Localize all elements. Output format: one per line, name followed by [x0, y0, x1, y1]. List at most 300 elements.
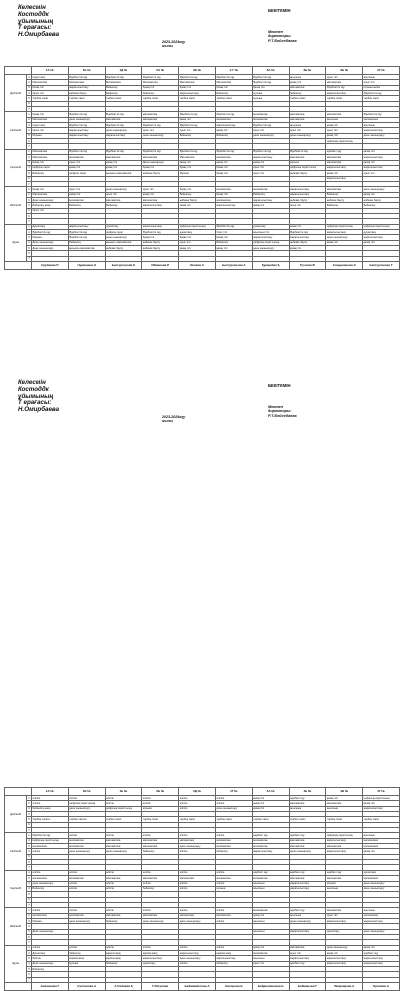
lesson-cell: әліппе	[179, 833, 216, 838]
lesson-cell: цифрлық сауаттылық	[68, 801, 105, 806]
lesson-cell: Математика	[179, 80, 216, 85]
class-header: 3А №	[252, 67, 289, 75]
class-header: 1Б №	[68, 67, 105, 75]
lesson-cell: Бейнелеу	[32, 171, 69, 176]
lesson-cell: дене шынықтыру	[326, 235, 363, 240]
lesson-cell: математика	[179, 876, 216, 881]
lesson-cell: жаратылыстану	[326, 91, 363, 96]
lesson-cell: математика	[326, 155, 363, 160]
lesson-cell: Қазақ тілі	[32, 85, 69, 90]
lesson-cell: Бейнелеу	[105, 91, 142, 96]
lesson-cell: Орыс тілі	[32, 208, 69, 213]
class-header: 3Б №	[326, 67, 363, 75]
lesson-cell: математика	[142, 112, 179, 117]
lesson-cell: математика	[252, 876, 289, 881]
day-label: Бейсенбі	[5, 187, 27, 224]
lesson-number: 7	[28, 145, 30, 149]
lesson-number: 7	[28, 903, 30, 907]
lesson-cell: өнбекке баулу	[289, 171, 326, 176]
lesson-number: 2	[28, 118, 30, 122]
lesson-cell: тәрбие сағат	[363, 96, 400, 101]
lesson-cell: жаратылыстану	[326, 956, 363, 961]
lesson-cell: дене шынықтыру	[326, 945, 363, 950]
lesson-cell: әліппе	[105, 886, 142, 891]
lesson-cell: дене шынықтыру	[363, 187, 400, 192]
lesson-number: 2	[28, 876, 30, 880]
lesson-cell: орыс тілі	[363, 171, 400, 176]
lesson-cell: математика	[68, 913, 105, 918]
lesson-number: 4	[28, 166, 30, 170]
lesson-cell: математика	[179, 838, 216, 843]
lesson-cell: дүниетану	[142, 961, 179, 966]
lesson-cell: бейнелеу	[142, 849, 179, 854]
lesson-cell: дене шынықтыру	[68, 849, 105, 854]
lesson-cell: қазақ тілі	[252, 796, 289, 801]
school-name: Келесмін Костоддк ұйымының Т ерағасы: Н.Омирбаева	[18, 379, 60, 414]
lesson-cell: әліппе	[215, 945, 252, 950]
lesson-number: 1	[28, 225, 30, 229]
lesson-number: 4	[28, 129, 30, 133]
lesson-cell: көркем жазу	[105, 956, 142, 961]
class-header: 1Г №	[215, 788, 252, 796]
class-header: 1Б №	[105, 788, 142, 796]
lesson-cell: математика	[215, 838, 252, 843]
lesson-cell: Қазақ тілі	[142, 165, 179, 170]
lesson-cell: орыс тілі	[326, 75, 363, 80]
lesson-number: 4	[28, 812, 30, 816]
lesson-cell: Әліппе	[32, 956, 69, 961]
lesson-cell: математика	[326, 112, 363, 117]
lesson-cell: Әдебиеттік оқу	[179, 149, 216, 154]
lesson-cell: әліппе	[179, 806, 216, 811]
lesson-cell: Қазақ тілі	[32, 160, 69, 165]
lesson-cell: ағылшын	[289, 75, 326, 80]
lesson-cell: ағылшын	[252, 956, 289, 961]
lesson-cell: қазақ тілі	[363, 945, 400, 950]
lesson-cell: Әдебиеттік оқу	[179, 123, 216, 128]
lesson-number: 3	[28, 123, 30, 127]
page-header	[0, 375, 403, 433]
lesson-cell: Дене шынықтыру	[32, 240, 69, 245]
lesson-cell: Бейнелеу	[215, 133, 252, 138]
lesson-cell: Әдебиеттік оқу	[363, 91, 400, 96]
lesson-cell: Математика	[68, 80, 105, 85]
lesson-cell: әліппе	[179, 908, 216, 913]
lesson-cell: өнбекке баулу	[105, 246, 142, 251]
timetable	[4, 787, 400, 991]
lesson-number: 1	[28, 946, 30, 950]
lesson-cell: дүниетану	[326, 929, 363, 934]
lesson-number: 4	[28, 887, 30, 891]
lesson-cell: Математика	[32, 149, 69, 154]
lesson-cell: дене шынықтыру	[215, 806, 252, 811]
lesson-cell: орыс тілі	[252, 128, 289, 133]
lesson-number: 4	[28, 850, 30, 854]
lesson-number: 5	[28, 209, 30, 213]
lesson-number: 2	[28, 951, 30, 955]
lesson-number: 4	[28, 924, 30, 928]
lesson-cell: дене шынықтыру	[68, 918, 105, 923]
lesson-cell: орыс тілі	[68, 160, 105, 165]
lesson-cell: математика	[215, 197, 252, 202]
lesson-cell: Дене шынықтыру	[142, 160, 179, 165]
lesson-cell: орыс тілі	[179, 240, 216, 245]
lesson-cell: әліппе	[68, 870, 105, 875]
lesson-cell: жаратылыстану	[142, 203, 179, 208]
lesson-cell: математика	[142, 876, 179, 881]
lesson-cell: Әдебиеттік оқу	[252, 80, 289, 85]
lesson-cell: әліппе	[179, 849, 216, 854]
lesson-cell: өнбекке баулу	[289, 240, 326, 245]
lesson-cell: математика	[142, 913, 179, 918]
teacher-name: Г.Юсупова	[142, 983, 179, 991]
lesson-cell: Қазақ тілі	[179, 85, 216, 90]
lesson-cell: әліппе	[142, 908, 179, 913]
lesson-cell: математика	[142, 838, 179, 843]
lesson-cell: қызықты математика	[68, 246, 105, 251]
lesson-cell: математика	[363, 838, 400, 843]
academic-year: 2023-2024оқу жылы	[162, 40, 186, 48]
lesson-cell: математика	[215, 155, 252, 160]
lesson-cell: қазақ тілі	[179, 203, 216, 208]
timetable	[4, 66, 400, 270]
lesson-number: 3	[28, 807, 30, 811]
lesson-cell: Қазақ тілі	[142, 235, 179, 240]
lesson-cell: әліппе	[215, 796, 252, 801]
lesson-cell: Дүниетану	[32, 224, 69, 229]
lesson-cell: дене шынықтыру	[32, 881, 69, 886]
lesson-number: 3	[28, 86, 30, 90]
lesson-cell: математика	[215, 117, 252, 122]
teacher-name: Өмірзақова А	[326, 983, 363, 991]
lesson-cell: музыка	[326, 881, 363, 886]
lesson-cell: жаратылыстану	[142, 224, 179, 229]
lesson-cell: әліппе	[179, 886, 216, 891]
lesson-cell: ағылшын	[363, 908, 400, 913]
lesson-cell: математика	[32, 913, 69, 918]
lesson-number: 7	[28, 182, 30, 186]
class-header: 2Д №	[179, 788, 216, 796]
lesson-cell: Музыка	[179, 171, 216, 176]
lesson-cell: Дүниетану	[32, 950, 69, 955]
teacher-name: Бектургенова А	[215, 262, 252, 270]
lesson-cell: математика	[252, 187, 289, 192]
lesson-cell: бейнелеу	[142, 91, 179, 96]
lesson-cell: математика	[68, 876, 105, 881]
lesson-cell: орыс тілі	[326, 128, 363, 133]
lesson-number: 4	[28, 962, 30, 966]
lesson-cell: бейнелеу	[68, 950, 105, 955]
lesson-cell: әліппе	[105, 908, 142, 913]
lesson-number: 6	[28, 898, 30, 902]
lesson-cell: өнбекке баулу	[289, 197, 326, 202]
lesson-cell: қазақ тілі	[252, 801, 289, 806]
teacher-name: Құмашбек Қ	[252, 262, 289, 270]
lesson-cell: әдебиет оқу	[252, 870, 289, 875]
lesson-cell: математика	[289, 838, 326, 843]
teacher-row	[5, 983, 400, 991]
lesson-cell: дене шынықтыру	[289, 918, 326, 923]
lesson-cell: математика	[142, 117, 179, 122]
lesson-cell: дене шынықтыру	[142, 133, 179, 138]
teacher-row-corner	[5, 983, 32, 991]
lesson-cell: жаратылыстану	[363, 155, 400, 160]
lesson-cell: дене шынықтыру	[363, 929, 400, 934]
lesson-cell: математика	[105, 844, 142, 849]
teacher-name: Бектурганова Н	[105, 262, 142, 270]
lesson-cell: әліппе	[32, 849, 69, 854]
lesson-cell: математика	[326, 844, 363, 849]
lesson-cell: әдебиет оқу	[289, 833, 326, 838]
lesson-cell: математика	[105, 155, 142, 160]
lesson-cell: әдебиет оқу	[289, 961, 326, 966]
lesson-cell: Әдебиеттік оқу	[105, 123, 142, 128]
teacher-name: Насирова Б	[215, 983, 252, 991]
lesson-cell: орыс тілі	[105, 192, 142, 197]
lesson-number: 1	[28, 834, 30, 838]
lesson-cell: әліппе	[68, 881, 105, 886]
lesson-cell: математика	[105, 117, 142, 122]
lesson-cell: бейнелеу	[105, 918, 142, 923]
lesson-cell: Музыка	[32, 918, 69, 923]
lesson-number: 3	[28, 882, 30, 886]
lesson-cell: өнбекке баулу	[68, 91, 105, 96]
lesson-cell: математика	[252, 838, 289, 843]
lesson-number: 3	[28, 198, 30, 202]
lesson-cell: математика	[68, 197, 105, 202]
lesson-cell: математика	[32, 876, 69, 881]
lesson-cell: ағылшын	[326, 806, 363, 811]
lesson-cell: цифрлы сауат	[105, 229, 142, 234]
lesson-cell: дүниетану	[252, 224, 289, 229]
lesson-cell: әдебиет оқу	[252, 833, 289, 838]
day-label: Дүйсенбі	[5, 796, 27, 833]
lesson-cell: әліппе	[215, 833, 252, 838]
lesson-number: 1	[28, 113, 30, 117]
lesson-cell: әліппе	[32, 870, 69, 875]
lesson-cell: Тәрбие сағаты	[32, 817, 69, 822]
class-header: 2А №	[142, 67, 179, 75]
class-header: 4А №	[252, 788, 289, 796]
lesson-cell: әліппе	[68, 833, 105, 838]
lesson-cell: цифрлық сауаттылық	[326, 833, 363, 838]
lesson-cell: Тәрбие сағат	[32, 96, 69, 101]
lesson-cell: музыка	[252, 96, 289, 101]
lesson-cell: қазақ тілі	[363, 801, 400, 806]
day-label: Сейсенбі	[5, 833, 27, 870]
lesson-cell: ағылшын	[252, 881, 289, 886]
class-header: 4В №	[326, 788, 363, 796]
lesson-cell: әліппе	[105, 945, 142, 950]
approval-stamp: БЕКІТЕМІН	[268, 383, 291, 388]
class-header: 2Б №	[142, 788, 179, 796]
lesson-cell: әдебиет оқу	[363, 950, 400, 955]
lesson-cell: қазақ тілі	[142, 192, 179, 197]
lesson-cell: Сәүс тілі	[215, 229, 252, 234]
lesson-cell: Бейнелеу	[215, 240, 252, 245]
lesson-cell: қазақ тілі	[363, 149, 400, 154]
lesson-cell: Қазақ тілі	[179, 165, 216, 170]
lesson-cell: қазақ тілі	[179, 160, 216, 165]
lesson-cell: математика	[252, 112, 289, 117]
lesson-cell: математика	[32, 844, 69, 849]
lesson-cell: Музыка	[32, 235, 69, 240]
lesson-cell: ағылшын	[326, 117, 363, 122]
lesson-cell: Математика	[32, 117, 69, 122]
lesson-cell: Әдебиеттік оқу	[215, 224, 252, 229]
lesson-number: 6	[28, 214, 30, 218]
teacher-name: Бектурганова Т	[363, 262, 400, 270]
lesson-number: 6	[28, 935, 30, 939]
lesson-number: 5	[28, 818, 30, 821]
teacher-name: Султанова А	[68, 983, 105, 991]
lesson-cell: Әдебиеттік оқу	[215, 149, 252, 154]
lesson-cell: Бейнелеу	[68, 203, 105, 208]
lesson-cell: бейнелеу	[215, 961, 252, 966]
lesson-cell: өнбекке баулу	[179, 197, 216, 202]
lesson-cell: дүниетану	[363, 870, 400, 875]
day-label: Жұма	[5, 945, 27, 982]
lesson-cell: Қазақ тілі	[32, 112, 69, 117]
lesson-cell: әліппе	[32, 945, 69, 950]
lesson-cell: орыс тілі	[68, 187, 105, 192]
lesson-cell: әліппе	[142, 833, 179, 838]
lesson-cell: математика	[252, 908, 289, 913]
lesson-cell: математика	[215, 187, 252, 192]
lesson-cell: жаратылыстану	[326, 165, 363, 170]
lesson-cell: жаратылыстану	[363, 918, 400, 923]
lesson-number: 6	[28, 139, 30, 143]
class-header: 4Б №	[289, 788, 326, 796]
lesson-cell: бейнелеу	[105, 961, 142, 966]
lesson-cell: Әдебиеттік оқу	[142, 229, 179, 234]
academic-year: 2023-2024оқу жылы	[162, 415, 186, 423]
lesson-cell: қазақ тілі	[215, 246, 252, 251]
lesson-number: 4	[28, 203, 30, 207]
lesson-cell: жаратылыстану	[326, 176, 363, 181]
lesson-cell: Қазақ тілі	[179, 235, 216, 240]
lesson-number: 7	[28, 828, 30, 832]
lesson-cell: дене шынықтыру	[105, 235, 142, 240]
lesson-cell: жаратылыстану	[105, 133, 142, 138]
lesson-cell: жаратылыстану	[252, 155, 289, 160]
class-header: 2 Г №	[215, 67, 252, 75]
lesson-cell: көркем жазу	[142, 950, 179, 955]
lesson-cell: ағылшын	[363, 833, 400, 838]
lesson-cell: Әдебиеттік оқу	[142, 75, 179, 80]
lesson-cell: әліппе	[142, 945, 179, 950]
lesson-cell: Әдебиеттік оқу	[32, 229, 69, 234]
lesson-number: 6	[28, 860, 30, 864]
lesson-cell: ағылшын тілі	[252, 229, 289, 234]
class-header: 1А №	[32, 67, 69, 75]
day-label: Сәрсенбі	[5, 870, 27, 907]
lesson-cell: математика	[215, 844, 252, 849]
lesson-cell: ағылшын	[326, 886, 363, 891]
lesson-cell: орыс тілі	[252, 165, 289, 170]
lesson-cell: Дене шынықтыру	[32, 246, 69, 251]
lesson-cell: қазақ тілі	[215, 160, 252, 165]
lesson-cell: Бейнелеу өнер	[32, 203, 69, 208]
lesson-cell: жаратылыстану	[363, 128, 400, 133]
lesson-cell: жаратылыстану	[289, 956, 326, 961]
lesson-number: 1	[28, 187, 30, 191]
lesson-cell: цифрлы сауат	[68, 171, 105, 176]
lesson-cell: тәрбие сағат	[179, 96, 216, 101]
lesson-cell: математика	[215, 913, 252, 918]
lesson-cell: дене шынықтыру	[142, 918, 179, 923]
lesson-number: 7	[28, 257, 30, 261]
lesson-cell: Бейнелеу	[363, 203, 400, 208]
lesson-cell: дене шынықтыру	[179, 844, 216, 849]
lesson-cell: Математика	[179, 155, 216, 160]
lesson-cell: математика	[68, 844, 105, 849]
lesson-cell: математика	[105, 197, 142, 202]
lesson-number: 2	[28, 80, 30, 84]
lesson-cell: математика	[105, 876, 142, 881]
lesson-cell: тәрбие сағаты	[68, 817, 105, 822]
lesson-number: 2	[28, 193, 30, 197]
lesson-cell: орыс тілі	[289, 950, 326, 955]
lesson-cell: әліппе	[215, 870, 252, 875]
lesson-cell: математика	[142, 844, 179, 849]
lesson-cell: математика	[289, 876, 326, 881]
lesson-cell: дүниетану	[105, 224, 142, 229]
teacher-name: Ералиев А	[363, 983, 400, 991]
schedule-page-2	[0, 375, 403, 988]
lesson-cell: қазақ тілі	[105, 165, 142, 170]
lesson-cell: әліппе	[179, 870, 216, 875]
lesson-cell: Әдебиеттік оқу	[68, 229, 105, 234]
lesson-cell: дүниетану	[179, 229, 216, 234]
lesson-cell: әдебиет оқу	[289, 908, 326, 913]
lesson-cell: қазақ тілі	[289, 80, 326, 85]
lesson-cell: математика	[68, 838, 105, 843]
day-label: Бейсенбі	[5, 908, 27, 945]
lesson-cell: әліппе	[215, 801, 252, 806]
lesson-cell: қазақ тілі	[179, 117, 216, 122]
lesson-cell: бейнелеу	[142, 886, 179, 891]
lesson-cell: әліппе	[32, 796, 69, 801]
lesson-cell: жаратылыстану	[363, 235, 400, 240]
lesson-cell: жаратылыстану	[252, 197, 289, 202]
day-label: Дүйсенбі	[5, 75, 27, 112]
lesson-cell: Қазақ тілі	[215, 235, 252, 240]
lesson-cell: әліппе	[215, 918, 252, 923]
lesson-cell: қазақ тілі	[179, 246, 216, 251]
lesson-number: 7	[28, 107, 30, 111]
lesson-cell: Қазақ тілі	[215, 85, 252, 90]
lesson-cell: дене шынықтыру	[105, 187, 142, 192]
lesson-cell: әліппе	[105, 796, 142, 801]
lesson-cell: әдебиет оқу	[326, 870, 363, 875]
lesson-cell: әліппе	[179, 961, 216, 966]
lesson-cell: Бейнелеу	[105, 85, 142, 90]
lesson-number: 3	[28, 161, 30, 165]
lesson-cell: математика	[326, 908, 363, 913]
lesson-cell: дене шынықтыру	[179, 918, 216, 923]
lesson-cell: бейнелеу	[215, 849, 252, 854]
director-signature: Мектеп директоры: Р.Т.Бейсебаева	[268, 30, 297, 43]
teacher-name: Сагдыканова Э	[326, 262, 363, 270]
lesson-cell: музыка өнбек	[363, 85, 400, 90]
lesson-cell: Әдебиеттік оқу	[289, 229, 326, 234]
lesson-number: 6	[28, 102, 30, 106]
lesson-cell: цифрлық сауаттылық	[326, 224, 363, 229]
teacher-name: Гутнова Ф	[289, 262, 326, 270]
lesson-cell: қызықты математика	[105, 171, 142, 176]
lesson-cell: Бейнелеу	[179, 133, 216, 138]
